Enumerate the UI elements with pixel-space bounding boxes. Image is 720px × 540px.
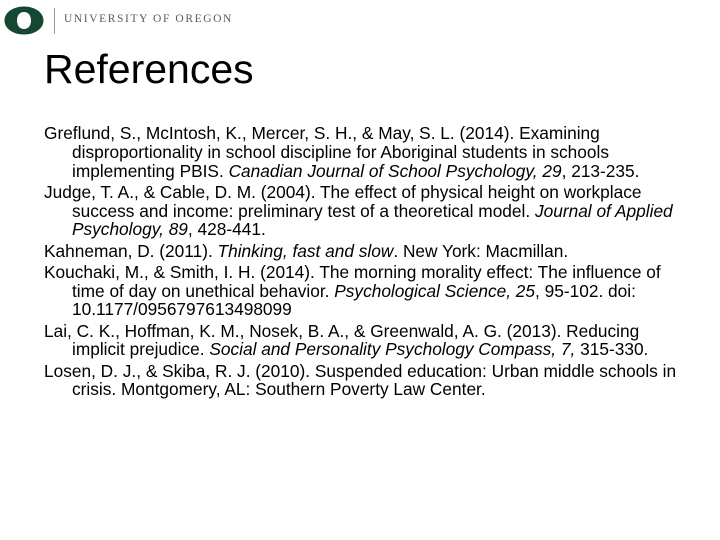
reference-item: Kahneman, D. (2011). Thinking, fast and slow. New York: Macmillan. bbox=[44, 240, 569, 261]
reference-item: Judge, T. A., & Cable, D. M. (2004). The effect of physical height on workplace success and income: preliminary test of a theoretical model. Journal of Applied Psychology, 89, 428-441. bbox=[44, 181, 673, 240]
reference-list bbox=[44, 124, 684, 402]
reference-item: Kouchaki, M., & Smith, I. H. (2014). The morning morality effect: The influence of time of day on unethical behavior. Psychological Science, 25, 95-102. doi: 10.1177/0956797613498099 bbox=[44, 261, 661, 320]
university-wordmark: UNIVERSITY OF OREGON bbox=[64, 13, 233, 25]
logo-divider bbox=[54, 8, 55, 34]
reference-item: Lai, C. K., Hoffman, K. M., Nosek, B. A., & Greenwald, A. G. (2013). Reducing implicit prejudice. Social and Personality Psychology Compass, 7, 315-330. bbox=[44, 320, 649, 360]
slide-title: References bbox=[44, 46, 254, 92]
university-o-logo-icon bbox=[4, 6, 44, 35]
reference-item: Greflund, S., McIntosh, K., Mercer, S. H., & May, S. L. (2014). Examining disproportionality in school discipline for Aboriginal students in schools implementing PBIS. Canadian Journal of School Psychology, 29, 213-235. bbox=[44, 123, 640, 181]
header bbox=[0, 0, 720, 40]
reference-item: Losen, D. J., & Skiba, R. J. (2010). Suspended education: Urban middle schools in crisis. Montgomery, AL: Southern Poverty Law Center. bbox=[44, 360, 677, 400]
